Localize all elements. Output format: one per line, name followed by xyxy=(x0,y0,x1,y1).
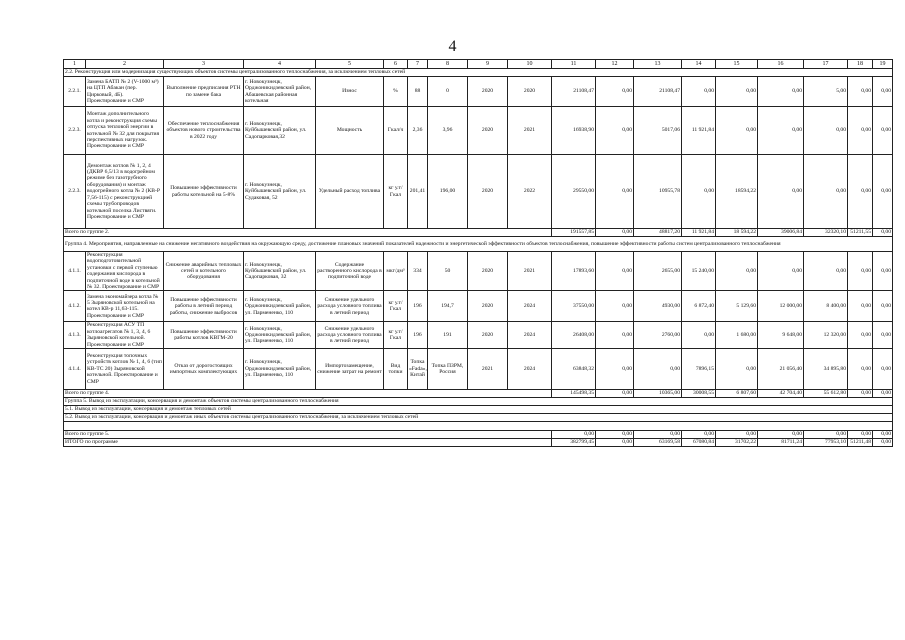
table-cell: кг у.т/Гкал xyxy=(384,291,408,322)
table-cell: кг у.т/Гкал xyxy=(384,155,408,229)
table-cell: 0,00 xyxy=(596,291,634,322)
total-group-4 xyxy=(64,390,893,398)
total-program-label: ИТОГО по программе xyxy=(64,439,552,447)
total-value: 145498,35 xyxy=(552,390,596,398)
table-cell: Мощность xyxy=(316,107,384,155)
table-cell: 2020 xyxy=(468,252,508,291)
total-value: 0,00 xyxy=(848,390,873,398)
column-number: 18 xyxy=(848,60,873,69)
table-cell: Износ xyxy=(316,77,384,107)
table-cell: Повышение эффективности работы в летний период работы, снижение выбросов xyxy=(164,291,244,322)
table-cell: 0,00 xyxy=(848,155,873,229)
table-cell: 0,00 xyxy=(848,349,873,390)
table-cell: 4.1.2. xyxy=(64,291,86,322)
table-cell: 0,00 xyxy=(873,291,893,322)
table-cell: 0,00 xyxy=(596,107,634,155)
table-cell: 0,00 xyxy=(682,77,716,107)
table-cell: 0,00 xyxy=(848,291,873,322)
table-cell: 1 680,00 xyxy=(716,322,758,349)
table-cell: 2,36 xyxy=(408,107,428,155)
table-row xyxy=(64,291,893,322)
total-value: 55 612,80 xyxy=(804,390,848,398)
table-cell: 196 xyxy=(408,322,428,349)
table-cell: 4.1.1. xyxy=(64,252,86,291)
column-number: 12 xyxy=(596,60,634,69)
table-cell: 0,00 xyxy=(682,322,716,349)
table-cell: 10955,78 xyxy=(634,155,682,229)
table-cell: 0,00 xyxy=(758,107,804,155)
table-cell: 0,00 xyxy=(596,349,634,390)
table-cell: Гкал/ч xyxy=(384,107,408,155)
table-cell: 2760,00 xyxy=(634,322,682,349)
total-value: 191557,85 xyxy=(552,229,596,237)
section-5-2-title: 5.2. Вывод из эксплуатации, консервация и демонтаж иных объектов системы централизованного теплоснабжения, за исключением тепловых сетей xyxy=(64,414,893,422)
table-cell: 5017,06 xyxy=(634,107,682,155)
table-cell: 0,00 xyxy=(596,252,634,291)
total-value: 42 704,40 xyxy=(758,390,804,398)
table-cell: Обеспечение теплоснабжения объектов нового строительства в 2022 году xyxy=(164,107,244,155)
table-cell: г. Новокузнецк, Куйбышевский район, ул. Садопарковая,32 xyxy=(244,107,316,155)
table-cell: 9 648,00 xyxy=(758,322,804,349)
table-cell: 15 240,00 xyxy=(682,252,716,291)
table-cell: Замена БАТП № 2 (V-1000 м³) на ЦТП Абакан (пер. Цирковый, 4Б). Проектирование и СМР xyxy=(86,77,164,107)
table-cell: 7896,15 xyxy=(682,349,716,390)
column-number: 7 xyxy=(408,60,428,69)
table-cell: 0,00 xyxy=(873,107,893,155)
table-cell: кг у.т/Гкал xyxy=(384,322,408,349)
table-cell: 0,00 xyxy=(758,252,804,291)
table-cell: 0,00 xyxy=(804,155,848,229)
table-cell: 2021 xyxy=(508,252,552,291)
table-cell: 194,7 xyxy=(428,291,468,322)
table-row xyxy=(64,349,893,390)
group-4-title: Группа 4. Мероприятия, направленные на снижение негативного воздействия на окружающую среду, достижение плановых значений показателей надежности и энергетической эффективности объектов теплоснабжения, повышение эффективности работы систем централизованного теплоснабжения xyxy=(64,237,893,252)
total-value: 0,00 xyxy=(596,431,634,439)
table-cell: 16938,90 xyxy=(552,107,596,155)
table-cell: г. Новокузнецк, Орджоникидзевский район, Абашевская районная котельная xyxy=(244,77,316,107)
group-5 xyxy=(64,398,893,406)
section-5-2 xyxy=(64,414,893,422)
table-cell: 26408,00 xyxy=(552,322,596,349)
column-number: 4 xyxy=(244,60,316,69)
table-cell: 29550,00 xyxy=(552,155,596,229)
table-cell: 37550,00 xyxy=(552,291,596,322)
total-program xyxy=(64,439,893,447)
table-cell: Снижение удельного расхода условного топлива в летний период xyxy=(316,322,384,349)
group-4 xyxy=(64,237,893,252)
table-cell: 2020 xyxy=(508,77,552,107)
table-cell: 2.2.1. xyxy=(64,77,86,107)
table-cell: 21 056,40 xyxy=(758,349,804,390)
table-cell: 0,00 xyxy=(634,349,682,390)
table-cell: 0,00 xyxy=(758,155,804,229)
total-value: 382799,45 xyxy=(552,439,596,447)
total-value: 0,00 xyxy=(804,431,848,439)
table-cell: 5,00 xyxy=(804,77,848,107)
table-cell: 21108,47 xyxy=(634,77,682,107)
table-cell: 17893,60 xyxy=(552,252,596,291)
column-number: 13 xyxy=(634,60,682,69)
table-cell: 2020 xyxy=(468,107,508,155)
column-number: 1 xyxy=(64,60,86,69)
total-value: 0,00 xyxy=(758,431,804,439)
table-cell: 5 129,60 xyxy=(716,291,758,322)
table-cell: 2020 xyxy=(468,322,508,349)
total-value: 0,00 xyxy=(682,431,716,439)
total-value: 0,00 xyxy=(873,229,893,237)
table-cell: 2024 xyxy=(508,291,552,322)
total-value: 0,00 xyxy=(873,431,893,439)
table-cell: 0,00 xyxy=(596,155,634,229)
table-row xyxy=(64,77,893,107)
group-5-title: Группа 5. Вывод из эксплуатации, консервация и демонтаж объектов системы централизованного теплоснабжения xyxy=(64,398,893,406)
table-cell: 0,00 xyxy=(758,77,804,107)
total-value: 18 594,22 xyxy=(716,229,758,237)
total-value: 0,00 xyxy=(716,431,758,439)
table-cell: 2020 xyxy=(468,291,508,322)
table-cell: мкг/дм³ xyxy=(384,252,408,291)
table-cell: Отказ от дорогостоящих импортных комплектующих xyxy=(164,349,244,390)
table-cell: 6 872,40 xyxy=(682,291,716,322)
total-group-5-label: Всего по группе 5. xyxy=(64,431,552,439)
table-cell: 0,00 xyxy=(596,77,634,107)
column-number: 2 xyxy=(86,60,164,69)
table-cell: Повышение эффективности работы котлов КВГМ-20 xyxy=(164,322,244,349)
table-cell: г. Новокузнецк, Куйбышевский район, ул. Садопарковая, 32 xyxy=(244,252,316,291)
table-cell: 2.2.3. xyxy=(64,155,86,229)
table-cell: 12 000,00 xyxy=(758,291,804,322)
total-value: 81711,24 xyxy=(758,439,804,447)
table-cell: 0,00 xyxy=(716,107,758,155)
table-row xyxy=(64,107,893,155)
section-5-1-title: 5.1. Вывод из эксплуатации, консервация и демонтаж тепловых сетей xyxy=(64,406,893,414)
column-number: 15 xyxy=(716,60,758,69)
column-number: 17 xyxy=(804,60,848,69)
table-cell: Содержание растворенного кислорода в подпиточной воде xyxy=(316,252,384,291)
total-value: 0,00 xyxy=(596,229,634,237)
table-cell: 2020 xyxy=(468,155,508,229)
table-cell: 11 921,84 xyxy=(682,107,716,155)
table-cell: 196 xyxy=(408,291,428,322)
total-value: 31702,22 xyxy=(716,439,758,447)
table-cell: 63848,32 xyxy=(552,349,596,390)
total-value: 0,00 xyxy=(873,439,893,447)
total-value: 32320,10 xyxy=(804,229,848,237)
total-value: 39006,84 xyxy=(758,229,804,237)
column-number: 6 xyxy=(384,60,408,69)
table-cell: 2655,00 xyxy=(634,252,682,291)
table-cell: Повышение эффективности работы котельной на 5-8% xyxy=(164,155,244,229)
column-number: 3 xyxy=(164,60,244,69)
table-cell: Выполнение предписания РТН по замене бака xyxy=(164,77,244,107)
table-cell: Замена экономайзера котла № 5 Зыряновской котельной на котел КВ-р 11,63-115. Проектирование и СМР xyxy=(86,291,164,322)
table-cell: 4.1.4. xyxy=(64,349,86,390)
total-value: 67080,84 xyxy=(682,439,716,447)
table-cell: 0,00 xyxy=(848,252,873,291)
table-cell: 191 xyxy=(428,322,468,349)
table-cell: % xyxy=(384,77,408,107)
table-cell: 0,00 xyxy=(873,155,893,229)
section-2-2-title: 2.2. Реконструкция или модернизация существующих объектов системы централизованного теплоснабжения, за исключением тепловых сетей xyxy=(64,69,893,77)
table-cell: Монтаж дополнительного котла и реконструкция схемы отпуска тепловой энергии в котельной № 32 для покрытия перспективных нагрузок. Проектирование и СМР xyxy=(86,107,164,155)
column-number: 11 xyxy=(552,60,596,69)
total-value: 51211,55 xyxy=(848,229,873,237)
table-cell: 4.1.3. xyxy=(64,322,86,349)
total-value: 48817,20 xyxy=(634,229,682,237)
table-cell: 0,00 xyxy=(848,107,873,155)
table-cell: 2024 xyxy=(508,349,552,390)
table-cell: 0,00 xyxy=(873,252,893,291)
table-cell: 18594,22 xyxy=(716,155,758,229)
table-cell: Топка «Fada», Китай xyxy=(408,349,428,390)
column-number-row xyxy=(64,60,893,69)
table-cell: г. Новокузнецк, Орджоникидзевский район, ул. Пармененко, 110 xyxy=(244,349,316,390)
table-cell: 0,00 xyxy=(596,322,634,349)
table-cell: 2024 xyxy=(508,322,552,349)
table-cell: 0,00 xyxy=(848,77,873,107)
section-2-2 xyxy=(64,69,893,77)
table-cell: Реконструкция водоподготовительной установки с первой ступенью содержания кислорода в подпиточной воде в котельной № 32. Проектирование и СМР xyxy=(86,252,164,291)
table-row xyxy=(64,155,893,229)
total-value: 0,00 xyxy=(596,390,634,398)
table-cell: 201,41 xyxy=(408,155,428,229)
total-value: 0,00 xyxy=(634,431,682,439)
table-cell: 2021 xyxy=(468,349,508,390)
total-value: 63169,58 xyxy=(634,439,682,447)
table-cell: 0,00 xyxy=(873,322,893,349)
column-number: 19 xyxy=(873,60,893,69)
total-value: 0,00 xyxy=(848,431,873,439)
table-cell: 0,00 xyxy=(716,77,758,107)
table-cell: 88 xyxy=(408,77,428,107)
total-value: 10365,00 xyxy=(634,390,682,398)
table-cell: г. Новокузнецк, Орджоникидзевский район, ул. Пармененко, 110 xyxy=(244,322,316,349)
table-cell: 0,00 xyxy=(873,77,893,107)
table-cell: г. Новокузнецк, Орджоникидзевский район, ул. Пармененко, 110 xyxy=(244,291,316,322)
total-value: 6 807,60 xyxy=(716,390,758,398)
column-number: 14 xyxy=(682,60,716,69)
table-cell: Реконструкция АСУ ТП котлоагрегатов № 1, 3, 4, 6 Зыряновской котельной. Проектирование и СМР xyxy=(86,322,164,349)
total-value: 0,00 xyxy=(596,439,634,447)
total-value: 77953,10 xyxy=(804,439,848,447)
table-cell: 0,00 xyxy=(848,322,873,349)
table-cell: Удельный расход топлива xyxy=(316,155,384,229)
spacer-cell xyxy=(64,422,893,431)
column-number: 9 xyxy=(468,60,508,69)
table-row xyxy=(64,252,893,291)
total-value: 11 921,84 xyxy=(682,229,716,237)
column-number: 10 xyxy=(508,60,552,69)
table-cell: Топка ПЗРМ, Россия xyxy=(428,349,468,390)
table-cell: 50 xyxy=(428,252,468,291)
section-5-1 xyxy=(64,406,893,414)
table-cell: Снижение удельного расхода условного топлива в летний период xyxy=(316,291,384,322)
table-cell: 34 895,80 xyxy=(804,349,848,390)
table-cell: 0,00 xyxy=(873,349,893,390)
table-cell: 0,00 xyxy=(716,252,758,291)
page-number: 4 xyxy=(448,38,457,55)
table-cell: г. Новокузнецк, Куйбышевский район, ул. Судаковая, 52 xyxy=(244,155,316,229)
table-cell: 21108,47 xyxy=(552,77,596,107)
total-value: 51211,48 xyxy=(848,439,873,447)
total-group-2-label: Всего по группе 2. xyxy=(64,229,552,237)
table-cell: 2020 xyxy=(468,77,508,107)
spacer-row xyxy=(64,422,893,431)
investment-program-table xyxy=(63,59,893,447)
total-value: 0,00 xyxy=(873,390,893,398)
total-value: 0,00 xyxy=(552,431,596,439)
total-group-5 xyxy=(64,431,893,439)
table-cell: Импортозамещение, снижение затрат на ремонт xyxy=(316,349,384,390)
table-cell: 12 320,00 xyxy=(804,322,848,349)
table-cell: 3,96 xyxy=(428,107,468,155)
table-cell: 2.2.3. xyxy=(64,107,86,155)
total-group-2 xyxy=(64,229,893,237)
table-cell: 2021 xyxy=(508,107,552,155)
table-cell: 0 xyxy=(428,77,468,107)
column-number: 8 xyxy=(428,60,468,69)
total-value: 30008,55 xyxy=(682,390,716,398)
table-cell: 0,00 xyxy=(804,252,848,291)
table-cell: Вид топки xyxy=(384,349,408,390)
total-group-4-label: Всего по группе 4. xyxy=(64,390,552,398)
table-cell: 334 xyxy=(408,252,428,291)
column-number: 5 xyxy=(316,60,384,69)
table-cell: 2022 xyxy=(508,155,552,229)
column-number: 16 xyxy=(758,60,804,69)
table-cell: 0,00 xyxy=(682,155,716,229)
table-cell: 196,00 xyxy=(428,155,468,229)
table-cell: Снижение аварийных тепловых сетей и котельного оборудования xyxy=(164,252,244,291)
table-cell: 0,00 xyxy=(804,107,848,155)
table-row xyxy=(64,322,893,349)
table-cell: 0,00 xyxy=(716,349,758,390)
table-cell: Демонтаж котлов № 1, 2, 4 (ДКВР 6,5/13 в водогрейном режиме без газотрубного оборудования) и монтаж водогрейного котла № 2 (КВ-Р 7,56-115) с реконструкцией схемы трубопроводов котельной поселка Листвяги. Проектирование и СМР xyxy=(86,155,164,229)
table-cell: 8 400,00 xyxy=(804,291,848,322)
table-cell: 4930,00 xyxy=(634,291,682,322)
table-cell: Реконструкция топочных устройств котлов № 1, 4, 6 (тип КВ-ТС 20) Зыряновской котельной. Проектирование и СМР xyxy=(86,349,164,390)
